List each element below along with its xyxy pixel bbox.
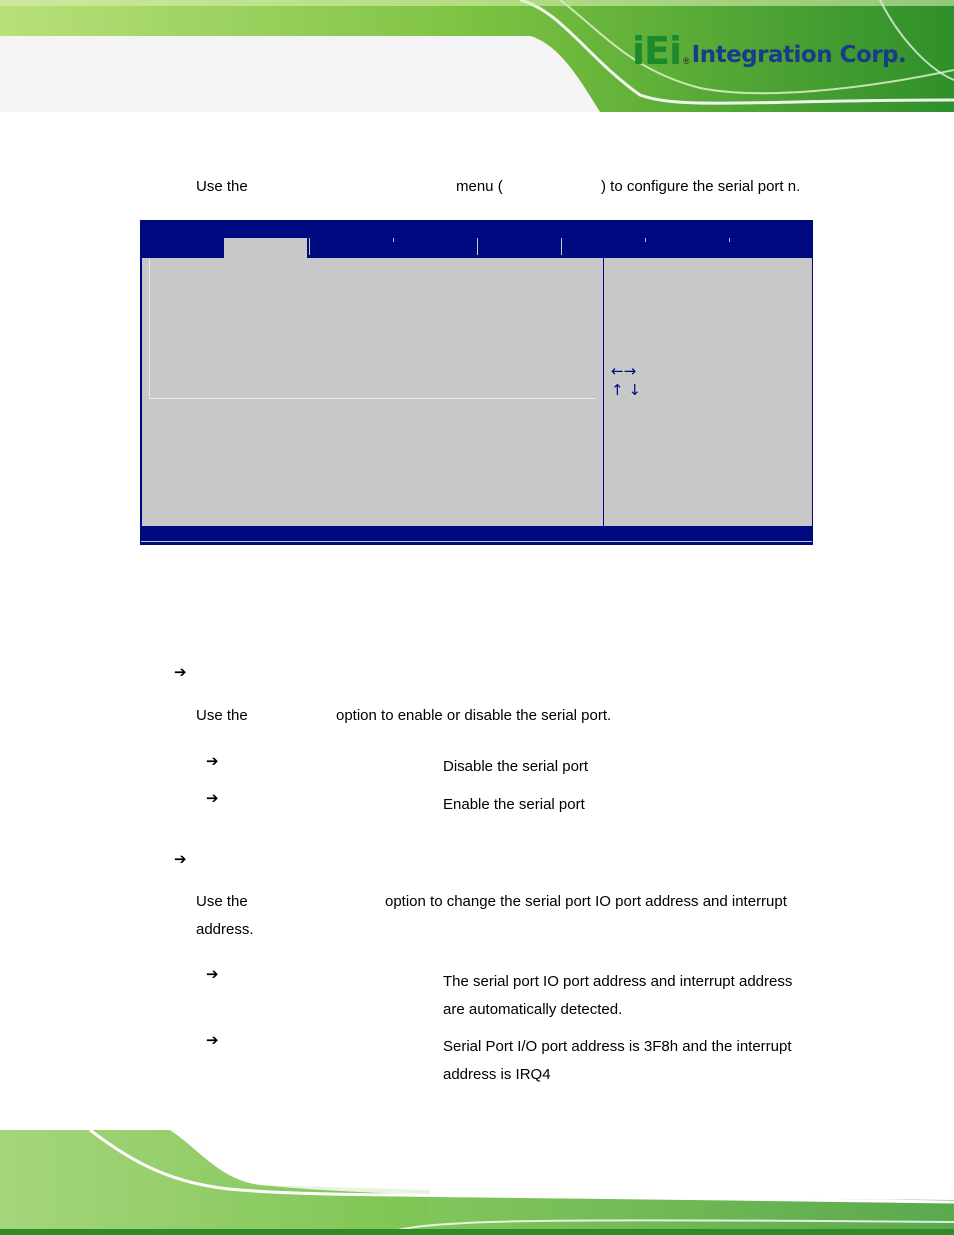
tab-separator [393,238,394,242]
section2-option-text: option to change the serial port IO port address and interrupt [385,893,787,910]
tab-separator [645,238,646,242]
option-description: Disable the serial port [443,758,589,775]
section2-use-the: Use the [196,893,248,910]
option-description-cont: are automatically detected. [443,1001,623,1018]
left-right-arrows-icon: ←→ [611,362,637,380]
option-arrow-icon: ➔ [206,790,219,807]
bios-tab-bar [141,221,812,257]
tab-separator [561,238,562,255]
bios-settings-pane [142,258,603,526]
option-description: The serial port IO port address and interrupt address [443,973,793,990]
option-arrow-icon: ➔ [206,753,219,770]
intro-use-the: Use the [196,178,248,195]
footer-decoration [0,1130,954,1235]
intro-menu: menu ( [456,178,503,195]
up-down-arrows-icon: ↑ ↓ [611,381,641,399]
bios-settings-box [149,258,596,399]
section1-use-the: Use the [196,707,248,724]
option-description-cont: address is IRQ4 [443,1066,551,1083]
option-arrow-icon: ➔ [206,1032,219,1049]
bios-help-pane [604,258,812,526]
section2-option-text-cont: address. [196,921,254,938]
tab-separator [477,238,478,255]
option-description: Serial Port I/O port address is 3F8h and the interrupt [443,1038,792,1055]
company-logo [632,29,907,73]
logo-registered-mark: ® [683,56,690,66]
section1-arrow-icon: ➔ [174,664,187,681]
bios-tab-active [224,238,307,258]
intro-configure: ) to configure the serial port n. [601,178,801,195]
bios-nav-keys [611,362,641,400]
tab-separator [309,238,310,255]
section1-option-text: option to enable or disable the serial port. [336,707,612,724]
option-arrow-icon: ➔ [206,966,219,983]
bios-screen [140,220,813,545]
section2-arrow-icon: ➔ [174,851,187,868]
bios-footer-line [141,541,812,542]
logo-text: Integration Corp. [691,42,907,68]
option-description: Enable the serial port [443,796,585,813]
tab-separator [729,238,730,242]
logo-mark: iEi [632,29,682,73]
